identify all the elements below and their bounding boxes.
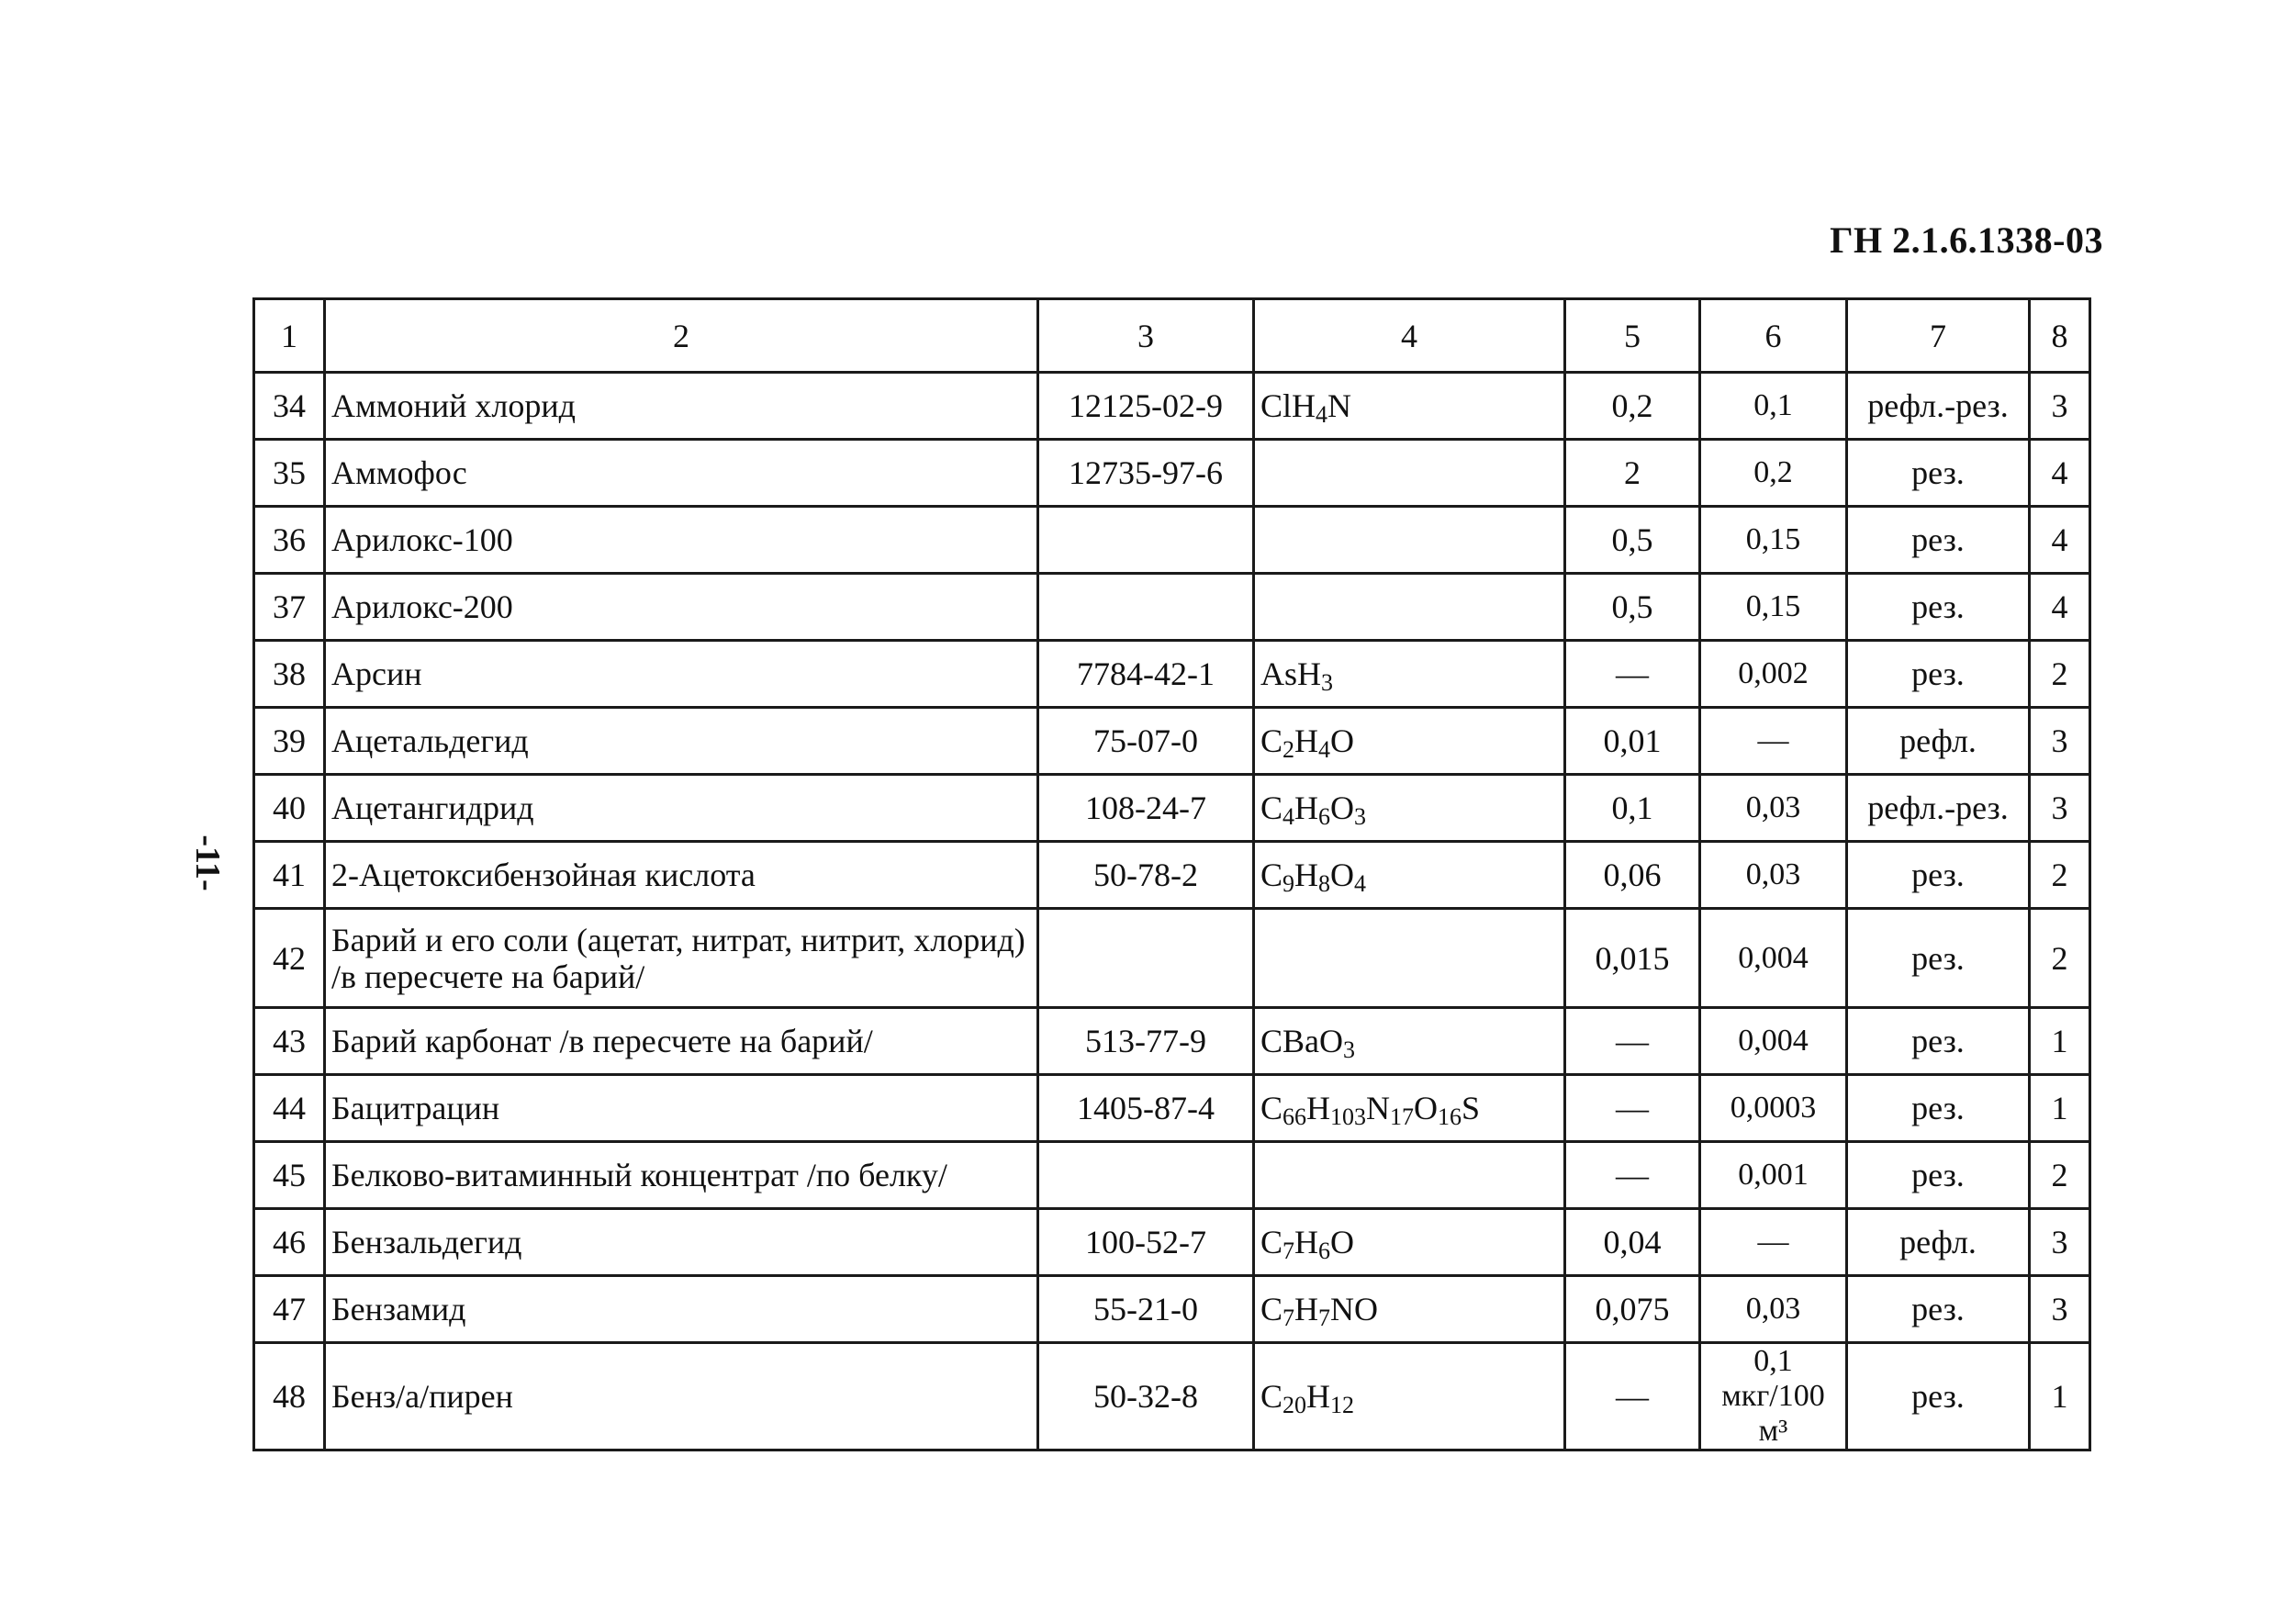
- row-number-cell: 46: [254, 1209, 325, 1276]
- limiting-indicator-cell: рез.: [1847, 1343, 2030, 1450]
- hazard-class-cell: 3: [2030, 775, 2090, 842]
- formula-part: S: [1462, 1090, 1481, 1126]
- cas-number-cell: 108-24-7: [1038, 775, 1254, 842]
- hazard-class-cell: 3: [2030, 708, 2090, 775]
- document-code: ГН 2.1.6.1338-03: [1830, 219, 2103, 261]
- limiting-indicator-cell: рез.: [1847, 574, 2030, 641]
- table-header-row: [254, 299, 2090, 373]
- table-row: [254, 708, 2090, 775]
- formula-subscript: 7: [1283, 1238, 1295, 1264]
- daily-avg-conc-cell: 0,03: [1700, 1276, 1847, 1343]
- hazard-class-cell: 1: [2030, 1008, 2090, 1075]
- max-single-conc-cell: 0,5: [1565, 507, 1700, 574]
- table-row: [254, 1276, 2090, 1343]
- cas-number-cell: 50-78-2: [1038, 842, 1254, 909]
- substance-name-cell: Бенз/а/пирен: [325, 1343, 1038, 1450]
- formula-subscript: 16: [1438, 1103, 1462, 1130]
- formula-part: H: [1294, 1291, 1319, 1327]
- row-number-cell: 42: [254, 909, 325, 1008]
- formula-cell: [1254, 1209, 1565, 1276]
- column-header: 2: [325, 299, 1038, 373]
- table-row: [254, 574, 2090, 641]
- row-number-cell: 43: [254, 1008, 325, 1075]
- row-number-cell: 34: [254, 373, 325, 440]
- formula-subscript: 4: [1318, 736, 1331, 763]
- hazard-class-cell: 3: [2030, 1209, 2090, 1276]
- table-row: [254, 1075, 2090, 1142]
- table-row: [254, 1209, 2090, 1276]
- daily-avg-conc-cell: 0,15: [1700, 507, 1847, 574]
- norms-table: [252, 297, 2091, 1451]
- table-row: [254, 909, 2090, 1008]
- daily-avg-conc-cell: 0,2: [1700, 440, 1847, 507]
- formula-subscript: 7: [1283, 1305, 1295, 1331]
- formula-subscript: 3: [1354, 803, 1367, 830]
- formula-part: AsH: [1260, 655, 1322, 692]
- formula-subscript: 6: [1318, 1238, 1331, 1264]
- row-number-cell: 37: [254, 574, 325, 641]
- formula-cell: [1254, 708, 1565, 775]
- row-number-cell: 45: [254, 1142, 325, 1209]
- formula-part: O: [1414, 1090, 1439, 1126]
- formula-cell: [1254, 641, 1565, 708]
- page-number: -11-: [188, 834, 227, 891]
- column-header: 6: [1700, 299, 1847, 373]
- max-single-conc-cell: —: [1565, 1343, 1700, 1450]
- hazard-class-cell: 1: [2030, 1343, 2090, 1450]
- formula-cell: [1254, 1075, 1565, 1142]
- row-number-cell: 36: [254, 507, 325, 574]
- cas-number-cell: 12735-97-6: [1038, 440, 1254, 507]
- table-row: [254, 373, 2090, 440]
- cas-number-cell: 12125-02-9: [1038, 373, 1254, 440]
- cas-number-cell: 50-32-8: [1038, 1343, 1254, 1450]
- formula-part: O: [1330, 722, 1355, 759]
- table-row: [254, 641, 2090, 708]
- substance-name-cell: Арсин: [325, 641, 1038, 708]
- max-single-conc-cell: 0,2: [1565, 373, 1700, 440]
- formula-subscript: 2: [1283, 736, 1295, 763]
- daily-avg-conc-cell: 0,0003: [1700, 1075, 1847, 1142]
- row-number-cell: 40: [254, 775, 325, 842]
- formula-cell: [1254, 574, 1565, 641]
- cas-number-cell: 7784-42-1: [1038, 641, 1254, 708]
- formula-subscript: 3: [1343, 1036, 1355, 1063]
- formula-cell: [1254, 909, 1565, 1008]
- row-number-cell: 44: [254, 1075, 325, 1142]
- formula-cell: [1254, 1343, 1565, 1450]
- hazard-class-cell: 1: [2030, 1075, 2090, 1142]
- row-number-cell: 39: [254, 708, 325, 775]
- limiting-indicator-cell: рез.: [1847, 507, 2030, 574]
- cas-number-cell: [1038, 1142, 1254, 1209]
- daily-avg-conc-cell: 0,03: [1700, 775, 1847, 842]
- formula-part: H: [1306, 1378, 1331, 1415]
- formula-subscript: 4: [1283, 803, 1295, 830]
- limiting-indicator-cell: рез.: [1847, 1142, 2030, 1209]
- formula-cell: [1254, 775, 1565, 842]
- limiting-indicator-cell: рефл.: [1847, 1209, 2030, 1276]
- formula-subscript: 4: [1316, 401, 1328, 428]
- formula-subscript: 7: [1318, 1305, 1331, 1331]
- formula-cell: [1254, 1276, 1565, 1343]
- daily-avg-conc-cell: 0,001: [1700, 1142, 1847, 1209]
- cas-number-cell: [1038, 574, 1254, 641]
- column-header: 8: [2030, 299, 2090, 373]
- max-single-conc-cell: —: [1565, 1142, 1700, 1209]
- table-row: [254, 1142, 2090, 1209]
- hazard-class-cell: 4: [2030, 574, 2090, 641]
- formula-subscript: 66: [1283, 1103, 1307, 1130]
- formula-subscript: 8: [1318, 870, 1331, 897]
- hazard-class-cell: 2: [2030, 842, 2090, 909]
- formula-subscript: 4: [1354, 870, 1367, 897]
- max-single-conc-cell: 0,1: [1565, 775, 1700, 842]
- cas-number-cell: [1038, 507, 1254, 574]
- row-number-cell: 35: [254, 440, 325, 507]
- limiting-indicator-cell: рез.: [1847, 909, 2030, 1008]
- formula-part: N: [1366, 1090, 1391, 1126]
- daily-avg-conc-cell: 0,15: [1700, 574, 1847, 641]
- formula-part: O: [1330, 1224, 1355, 1260]
- max-single-conc-cell: 2: [1565, 440, 1700, 507]
- limiting-indicator-cell: рефл.-рез.: [1847, 775, 2030, 842]
- substance-name-cell: Белково-витаминный концентрат /по белку/: [325, 1142, 1038, 1209]
- formula-subscript: 6: [1318, 803, 1331, 830]
- max-single-conc-cell: 0,06: [1565, 842, 1700, 909]
- table-row: [254, 507, 2090, 574]
- row-number-cell: 41: [254, 842, 325, 909]
- daily-avg-conc-cell: 0,004: [1700, 909, 1847, 1008]
- substance-name-cell: Бензамид: [325, 1276, 1038, 1343]
- cas-number-cell: 55-21-0: [1038, 1276, 1254, 1343]
- hazard-class-cell: 4: [2030, 507, 2090, 574]
- hazard-class-cell: 3: [2030, 373, 2090, 440]
- limiting-indicator-cell: рез.: [1847, 440, 2030, 507]
- daily-avg-conc-cell: 0,002: [1700, 641, 1847, 708]
- daily-avg-conc-cell: 0,1 мкг/100 м³: [1700, 1343, 1847, 1450]
- formula-part: C: [1260, 1224, 1283, 1260]
- formula-cell: [1254, 842, 1565, 909]
- daily-avg-conc-cell: —: [1700, 1209, 1847, 1276]
- formula-part: O: [1330, 857, 1355, 893]
- daily-avg-conc-cell: 0,1: [1700, 373, 1847, 440]
- substance-name-cell: Аммоний хлорид: [325, 373, 1038, 440]
- formula-subscript: 103: [1330, 1103, 1367, 1130]
- formula-cell: [1254, 507, 1565, 574]
- row-number-cell: 47: [254, 1276, 325, 1343]
- formula-part: H: [1294, 857, 1319, 893]
- table-row: [254, 1343, 2090, 1450]
- column-header: 1: [254, 299, 325, 373]
- max-single-conc-cell: —: [1565, 641, 1700, 708]
- daily-avg-conc-cell: 0,004: [1700, 1008, 1847, 1075]
- limiting-indicator-cell: рез.: [1847, 1276, 2030, 1343]
- table-row: [254, 1008, 2090, 1075]
- formula-subscript: 12: [1330, 1392, 1355, 1418]
- daily-avg-conc-cell: —: [1700, 708, 1847, 775]
- max-single-conc-cell: 0,5: [1565, 574, 1700, 641]
- substance-name-cell: Бацитрацин: [325, 1075, 1038, 1142]
- row-number-cell: 38: [254, 641, 325, 708]
- max-single-conc-cell: 0,015: [1565, 909, 1700, 1008]
- formula-subscript: 9: [1283, 870, 1295, 897]
- cas-number-cell: [1038, 909, 1254, 1008]
- hazard-class-cell: 3: [2030, 1276, 2090, 1343]
- substance-name-cell: Аммофос: [325, 440, 1038, 507]
- cas-number-cell: 75-07-0: [1038, 708, 1254, 775]
- formula-part: C: [1260, 857, 1283, 893]
- limiting-indicator-cell: рез.: [1847, 641, 2030, 708]
- formula-part: H: [1306, 1090, 1331, 1126]
- limiting-indicator-cell: рефл.-рез.: [1847, 373, 2030, 440]
- formula-cell: [1254, 1008, 1565, 1075]
- cas-number-cell: 513-77-9: [1038, 1008, 1254, 1075]
- formula-part: C: [1260, 722, 1283, 759]
- formula-part: H: [1294, 722, 1319, 759]
- formula-part: H: [1294, 790, 1319, 826]
- formula-part: C: [1260, 1291, 1283, 1327]
- formula-cell: [1254, 1142, 1565, 1209]
- hazard-class-cell: 2: [2030, 1142, 2090, 1209]
- limiting-indicator-cell: рез.: [1847, 1008, 2030, 1075]
- table-row: [254, 440, 2090, 507]
- hazard-class-cell: 2: [2030, 909, 2090, 1008]
- max-single-conc-cell: 0,04: [1565, 1209, 1700, 1276]
- substance-name-cell: 2-Ацетоксибензойная кислота: [325, 842, 1038, 909]
- limiting-indicator-cell: рефл.: [1847, 708, 2030, 775]
- table-row: [254, 842, 2090, 909]
- formula-part: O: [1330, 790, 1355, 826]
- limiting-indicator-cell: рез.: [1847, 1075, 2030, 1142]
- formula-part: C: [1260, 1378, 1283, 1415]
- hazard-class-cell: 4: [2030, 440, 2090, 507]
- daily-avg-conc-cell: 0,03: [1700, 842, 1847, 909]
- cas-number-cell: 100-52-7: [1038, 1209, 1254, 1276]
- formula-subscript: 20: [1283, 1392, 1307, 1418]
- max-single-conc-cell: 0,01: [1565, 708, 1700, 775]
- substance-name-cell: Барий карбонат /в пересчете на барий/: [325, 1008, 1038, 1075]
- max-single-conc-cell: 0,075: [1565, 1276, 1700, 1343]
- substance-name-cell: Бензальдегид: [325, 1209, 1038, 1276]
- cas-number-cell: 1405-87-4: [1038, 1075, 1254, 1142]
- limiting-indicator-cell: рез.: [1847, 842, 2030, 909]
- formula-part: ClH: [1260, 387, 1316, 424]
- row-number-cell: 48: [254, 1343, 325, 1450]
- max-single-conc-cell: —: [1565, 1075, 1700, 1142]
- substance-name-cell: Ацетальдегид: [325, 708, 1038, 775]
- formula-cell: [1254, 373, 1565, 440]
- formula-subscript: 17: [1390, 1103, 1415, 1130]
- table-row: [254, 775, 2090, 842]
- substance-name-cell: Ацетангидрид: [325, 775, 1038, 842]
- formula-cell: [1254, 440, 1565, 507]
- column-header: 3: [1038, 299, 1254, 373]
- substance-name-cell: Арилокс-200: [325, 574, 1038, 641]
- formula-part: C: [1260, 1090, 1283, 1126]
- hazard-class-cell: 2: [2030, 641, 2090, 708]
- formula-part: CBaO: [1260, 1023, 1343, 1059]
- column-header: 5: [1565, 299, 1700, 373]
- substance-name-cell: Барий и его соли (ацетат, нитрат, нитрит, хлорид) /в пересчете на барий/: [325, 909, 1038, 1008]
- column-header: 7: [1847, 299, 2030, 373]
- substance-name-cell: Арилокс-100: [325, 507, 1038, 574]
- formula-part: NO: [1330, 1291, 1379, 1327]
- formula-subscript: 3: [1321, 669, 1334, 696]
- formula-part: C: [1260, 790, 1283, 826]
- formula-part: H: [1294, 1224, 1319, 1260]
- max-single-conc-cell: —: [1565, 1008, 1700, 1075]
- column-header: 4: [1254, 299, 1565, 373]
- formula-part: N: [1327, 387, 1352, 424]
